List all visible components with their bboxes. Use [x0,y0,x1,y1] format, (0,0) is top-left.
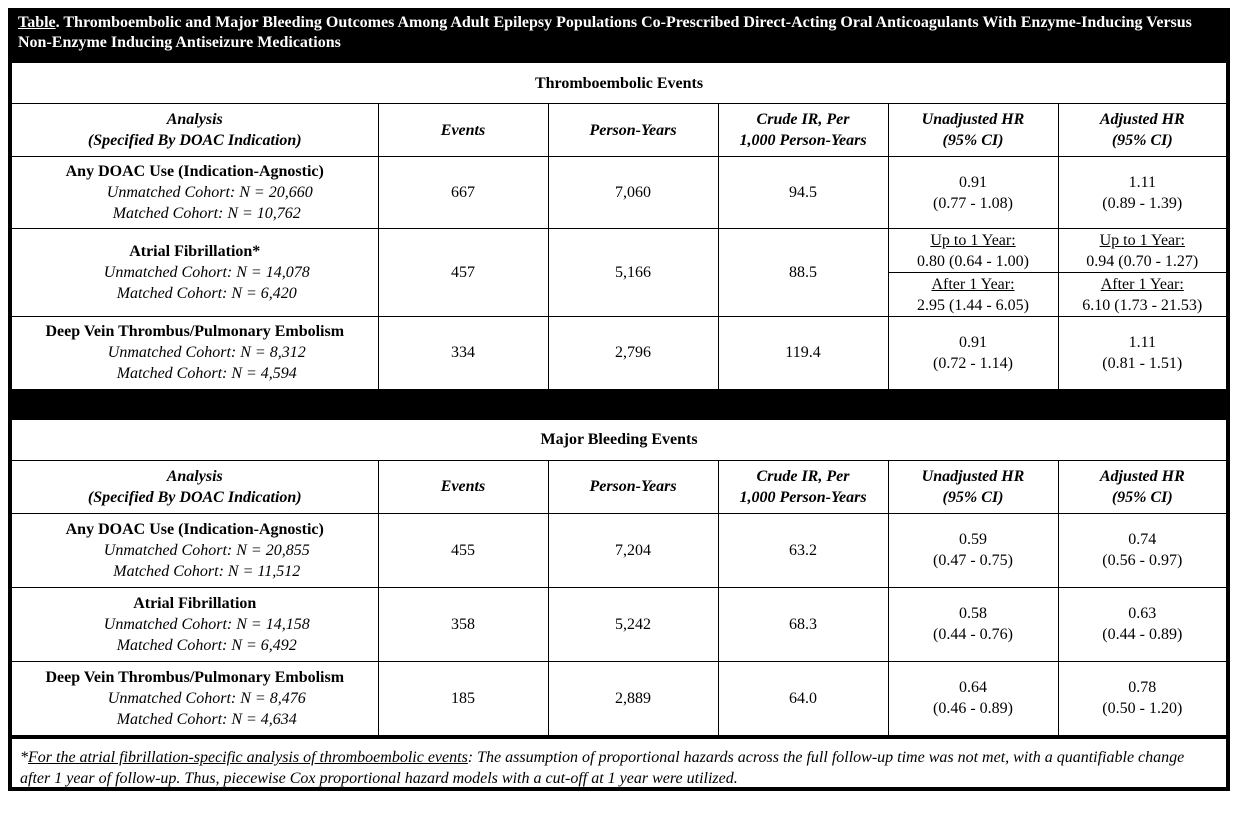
header-adjusted-hr: Adjusted HR (95% CI) [1058,460,1228,513]
title-text: . Thromboembolic and Major Bleeding Outcomes Among Adult Epilepsy Populations Co-Prescribed Direct-Acting Oral Anticoagulants With Enzyme-Inducing Versus Non-Enzyme Inducing Antiseizure Medications [18,14,1192,51]
header-analysis: Analysis (Specified By DOAC Indication) [10,104,378,157]
table-footnote [8,739,1230,791]
section-divider [8,393,1230,419]
table-row [10,513,1228,587]
row-crude-ir: 94.5 [718,157,888,229]
row-adjusted-hr: 1.11 (0.81 - 1.51) [1058,317,1228,391]
row-crude-ir: 119.4 [718,317,888,391]
row-adjusted-hr: 0.78 (0.50 - 1.20) [1058,661,1228,737]
section-title-thromboembolic: Thromboembolic Events [10,63,1228,104]
table-title [8,8,1230,62]
section-title-bleeding: Major Bleeding Events [10,419,1228,460]
column-header-row [10,460,1228,513]
row-analysis: Deep Vein Thrombus/Pulmonary Embolism Unmatched Cohort: N = 8,312 Matched Cohort: N = 4,594 [10,317,378,391]
row-person-years: 7,204 [548,513,718,587]
table-row [10,317,1228,391]
row-person-years: 2,889 [548,661,718,737]
row-crude-ir: 63.2 [718,513,888,587]
row-adjusted-hr: 0.74 (0.56 - 0.97) [1058,513,1228,587]
bleeding-table [8,419,1230,740]
header-unadjusted-hr: Unadjusted HR (95% CI) [888,104,1058,157]
row-unadjusted-hr: 0.59 (0.47 - 0.75) [888,513,1058,587]
row-person-years: 5,166 [548,229,718,317]
footnote-text: : The assumption of proportional hazards across the full follow-up time was not met, with a quantifiable change after 1 year of follow-up. Thus, piecewise Cox proportional hazard models with a cut-off at 1 year were utilized. [20,749,1185,787]
table-row [10,229,1228,273]
row-crude-ir: 88.5 [718,229,888,317]
header-analysis: Analysis (Specified By DOAC Indication) [10,460,378,513]
footnote-marker: * [20,749,28,766]
row-analysis: Any DOAC Use (Indication-Agnostic) Unmatched Cohort: N = 20,855 Matched Cohort: N = 11,512 [10,513,378,587]
row-unadjusted-hr: 0.91 (0.72 - 1.14) [888,317,1058,391]
row-unadjusted-hr: 0.58 (0.44 - 0.76) [888,587,1058,661]
header-adjusted-hr: Adjusted HR (95% CI) [1058,104,1228,157]
row-unadjusted-hr-after-1-year: After 1 Year: 2.95 (1.44 - 6.05) [888,273,1058,317]
title-lead: Table [18,14,56,31]
footnote-lead: For the atrial fibrillation-specific analysis of thromboembolic events [28,749,468,766]
column-header-row [10,104,1228,157]
row-unadjusted-hr: 0.64 (0.46 - 0.89) [888,661,1058,737]
table-row [10,661,1228,737]
header-crude-ir: Crude IR, Per 1,000 Person-Years [718,460,888,513]
row-adjusted-hr: 0.63 (0.44 - 0.89) [1058,587,1228,661]
header-crude-ir: Crude IR, Per 1,000 Person-Years [718,104,888,157]
table-row [10,157,1228,229]
thromboembolic-table [8,62,1230,393]
row-adjusted-hr: 1.11 (0.89 - 1.39) [1058,157,1228,229]
row-analysis: Atrial Fibrillation Unmatched Cohort: N = 14,158 Matched Cohort: N = 6,492 [10,587,378,661]
row-crude-ir: 64.0 [718,661,888,737]
table-row [10,587,1228,661]
row-person-years: 2,796 [548,317,718,391]
row-person-years: 5,242 [548,587,718,661]
header-events: Events [378,104,548,157]
row-unadjusted-hr-up-to-1-year: Up to 1 Year: 0.80 (0.64 - 1.00) [888,229,1058,273]
row-events: 334 [378,317,548,391]
row-analysis: Atrial Fibrillation* Unmatched Cohort: N = 14,078 Matched Cohort: N = 6,420 [10,229,378,317]
row-unadjusted-hr: 0.91 (0.77 - 1.08) [888,157,1058,229]
row-events: 455 [378,513,548,587]
row-events: 358 [378,587,548,661]
row-adjusted-hr-up-to-1-year: Up to 1 Year: 0.94 (0.70 - 1.27) [1058,229,1228,273]
row-analysis: Any DOAC Use (Indication-Agnostic) Unmatched Cohort: N = 20,660 Matched Cohort: N = 10,762 [10,157,378,229]
row-analysis: Deep Vein Thrombus/Pulmonary Embolism Unmatched Cohort: N = 8,476 Matched Cohort: N = 4,634 [10,661,378,737]
table-figure [8,8,1230,791]
header-person-years: Person-Years [548,460,718,513]
row-events: 185 [378,661,548,737]
header-unadjusted-hr: Unadjusted HR (95% CI) [888,460,1058,513]
header-person-years: Person-Years [548,104,718,157]
header-events: Events [378,460,548,513]
row-adjusted-hr-after-1-year: After 1 Year: 6.10 (1.73 - 21.53) [1058,273,1228,317]
row-crude-ir: 68.3 [718,587,888,661]
row-events: 457 [378,229,548,317]
row-events: 667 [378,157,548,229]
row-person-years: 7,060 [548,157,718,229]
